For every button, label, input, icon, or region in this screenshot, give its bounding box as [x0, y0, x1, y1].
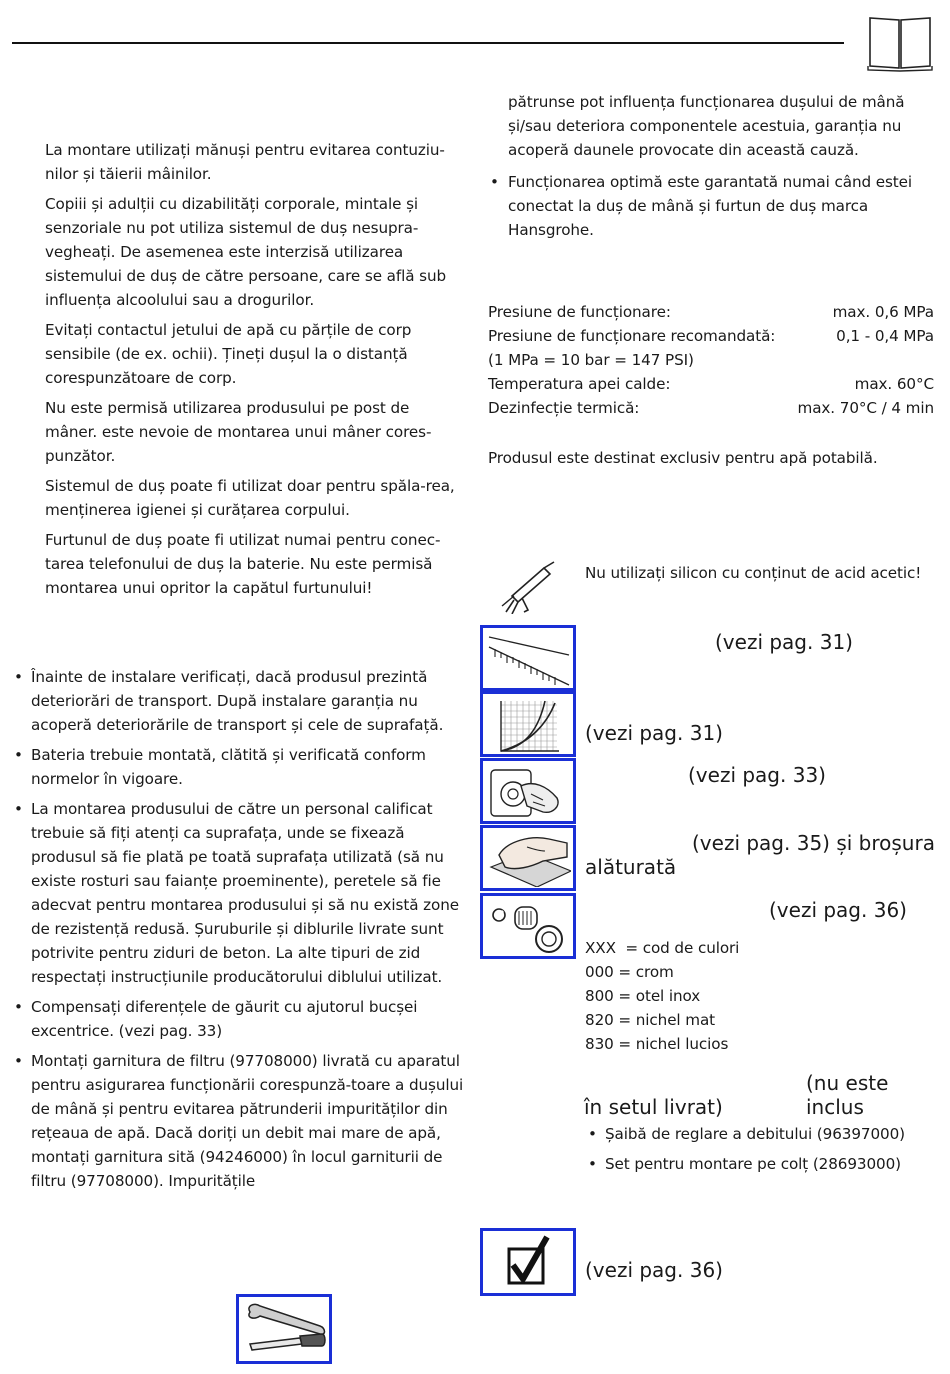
list-item: • La montarea produsului de către un personal calificat trebuie să fiți atenți ca suprafața, unde se fixează produsul să fie plată pe toată suprafața utilizată (să nu existe rosturi sau faianțe proeminente), peretele să fie adecvat pentru montarea produsului și să nu există zone de rezistență redusă. Șuruburile și diblurile livrate sunt potrivite pentru ziduri de beton. La alte tipuri de zid respectați instrucțiunile producătorului diblului utilizat.: [12, 797, 467, 989]
color-codes-list: [585, 936, 739, 1056]
cleaning-page-ref: (vezi pag. 35) și broșura: [692, 831, 935, 855]
installation-notes: [12, 665, 467, 1199]
installation-page-ref: (vezi pag. 33): [688, 763, 826, 787]
list-item: • Funcționarea optimă este garantată numai când estei conectat la duș de mână și furtun de duș marca Hansgrohe.: [488, 170, 933, 242]
flow-diagram-icon: [480, 691, 576, 757]
flow-diagram-page-ref: (vezi pag. 31): [585, 721, 723, 745]
spec-row: [488, 348, 934, 372]
safety-notes: [45, 138, 465, 606]
test-mark-page-ref: (vezi pag. 36): [585, 1258, 723, 1282]
list-item: • Bateria trebuie montată, clătită și verificată conform normelor în vigoare.: [12, 743, 467, 791]
spec-row: [488, 300, 934, 324]
header-rule: [12, 42, 844, 44]
spec-label: Presiune de funcționare:: [488, 303, 671, 321]
hansgrohe-note: [488, 170, 933, 248]
color-code-row: 800 = otel inox: [585, 987, 701, 1005]
accessories-note-continued: în setul livrat): [584, 1095, 723, 1119]
accessories-note: (nu este inclus: [806, 1071, 889, 1119]
spec-value: max. 60°C: [854, 375, 934, 393]
filter-continuation: pătrunse pot influența funcționarea dușului de mână și/sau deteriora componentele acestuia, garanția nu acoperă daunele provocate din această cauză.: [508, 93, 905, 159]
spec-row: [488, 324, 934, 348]
safety-paragraph: Copiii și adulții cu dizabilități corporale, mintale și senzoriale nu pot utiliza sistemul de duș nesupra-vegheați. De asemenea este interzisă utilizarea sistemului de duș de către persoane, care se află sub influența alcoolului sau a drogurilor.: [45, 195, 447, 309]
silicone-warning: Nu utilizați silicon cu conținut de acid acetic!: [585, 564, 922, 582]
safety-paragraph: Sistemul de duș poate fi utilizat doar pentru spăla-rea, menținerea igienei și curățarea corpului.: [45, 477, 455, 519]
spec-row: [488, 372, 934, 396]
safety-paragraph: Evitați contactul jetului de apă cu părțile de corp sensibile (de ex. ochii). Țineți dușul la o distanță corespunzătoare de corp.: [45, 321, 412, 387]
spec-label: Temperatura apei calde:: [488, 375, 671, 393]
spec-value: max. 0,6 MPa: [832, 303, 934, 321]
list-item: • Șaibă de reglare a debitului (96397000): [586, 1122, 905, 1146]
accessories-list: [586, 1122, 905, 1182]
open-book-icon: [866, 14, 934, 72]
hand-installation-icon: [480, 758, 576, 824]
cleaning-hand-icon: [480, 825, 576, 891]
checkmark-icon: [480, 1228, 576, 1296]
color-code-row: 000 = crom: [585, 963, 674, 981]
spec-label: Presiune de funcționare recomandată:: [488, 327, 776, 345]
safety-paragraph: La montare utilizați mănuși pentru evitarea contuziu-nilor și tăierii mâinilor.: [45, 141, 445, 183]
wrench-screwdriver-icon: [236, 1294, 332, 1364]
cleaning-page-ref-continued: alăturată: [585, 855, 677, 879]
silicone-gun-icon: [498, 560, 560, 614]
spare-parts-icon: [480, 893, 576, 959]
spec-label: (1 MPa = 10 bar = 147 PSI): [488, 351, 694, 369]
potable-water-note: Produsul este destinat exclusiv pentru apă potabilă.: [488, 449, 878, 467]
list-item: • Înainte de instalare verificați, dacă produsul prezintă deteriorări de transport. După instalare garanția nu acoperă deteriorările de transport și cele de suprafață.: [12, 665, 467, 737]
technical-specs: [488, 300, 934, 420]
spec-value: 0,1 - 0,4 MPa: [836, 327, 934, 345]
spec-value: max. 70°C / 4 min: [797, 399, 934, 417]
spec-row: [488, 396, 934, 420]
color-code-row: 820 = nichel mat: [585, 1011, 716, 1029]
color-code-row: 830 = nichel lucios: [585, 1035, 729, 1053]
list-item: • Set pentru montare pe colț (28693000): [586, 1152, 905, 1176]
spec-label: Dezinfecție termică:: [488, 399, 640, 417]
color-code-row: XXX = cod de culori: [585, 939, 740, 957]
dimensions-page-ref: (vezi pag. 31): [715, 630, 853, 654]
ruler-icon: [480, 625, 576, 691]
spare-parts-page-ref: (vezi pag. 36): [769, 898, 907, 922]
list-item: • Montați garnitura de filtru (97708000) livrată cu aparatul pentru asigurarea funcționării corespunză-toare a dușului de mână și pentru evitarea pătrunderii impurităților din rețeaua de apă. Dacă doriți un debit mai mare de apă, montați garnitura sită (94246000) în locul garniturii de filtru (97708000). Impuritățile: [12, 1049, 467, 1193]
safety-paragraph: Furtunul de duș poate fi utilizat numai pentru conec-tarea telefonului de duș la baterie. Nu este permisă montarea unui opritor la capătul furtunului!: [45, 531, 441, 597]
safety-paragraph: Nu este permisă utilizarea produsului pe post de mâner. este nevoie de montarea unui mâner cores-punzător.: [45, 399, 432, 465]
list-item: • Compensați diferențele de găurit cu ajutorul bucșei excentrice. (vezi pag. 33): [12, 995, 467, 1043]
